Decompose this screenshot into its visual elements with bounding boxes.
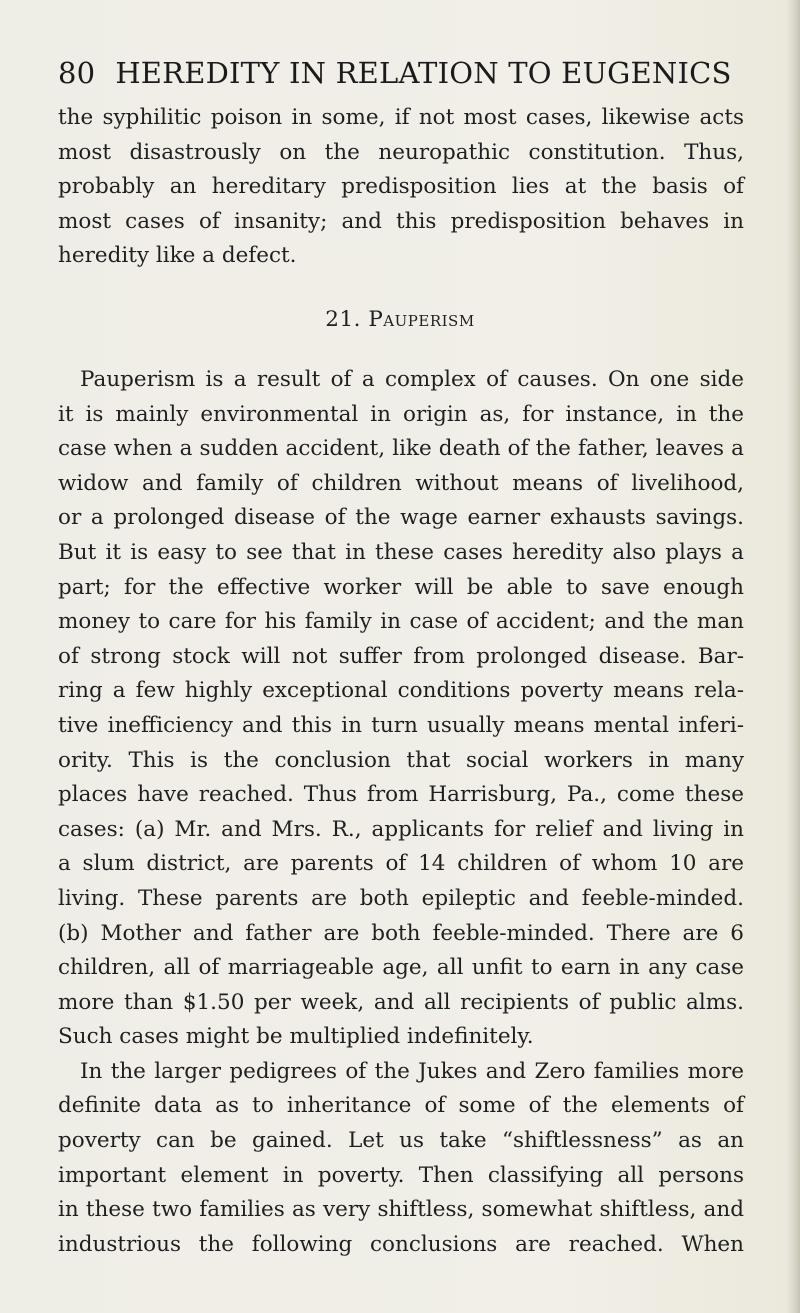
text-line: tive inefficiency and this in turn usually means mental inferi- — [58, 712, 744, 738]
text-line: ring a few highly exceptional conditions poverty means rela- — [58, 678, 744, 704]
text-line: probably an hereditary predisposition lies at the basis of — [58, 174, 744, 200]
text-line: cases: (a) Mr. and Mrs. R., applicants for relief and living in — [58, 816, 744, 842]
text-line: important element in poverty. Then classifying all persons — [58, 1162, 744, 1188]
text-line: ority. This is the conclusion that social workers in many — [58, 747, 744, 773]
text-line: living. These parents are both epileptic and feeble-minded. — [58, 885, 744, 911]
page-number: 80 — [58, 56, 96, 90]
text-line: money to care for his family in case of accident; and the man — [58, 609, 744, 635]
text-line: in these two families as very shiftless, somewhat shiftless, and — [58, 1197, 744, 1223]
text-line: Such cases might be multiplied indefinitely. — [58, 1024, 534, 1050]
text-line: definite data as to inheritance of some of the elements of — [58, 1093, 744, 1119]
text-line: But it is easy to see that in these cases heredity also plays a — [58, 539, 744, 565]
text-line: most disastrously on the neuropathic constitution. Thus, — [58, 139, 744, 165]
section-title: Pauperism — [368, 307, 475, 332]
text-line: (b) Mother and father are both feeble-minded. There are 6 — [58, 920, 744, 946]
text-line: poverty can be gained. Let us take “shiftlessness” as an — [58, 1128, 744, 1154]
text-line: widow and family of children without means of livelihood, — [58, 470, 744, 496]
running-title: HEREDITY IN RELATION TO EUGENICS — [115, 56, 732, 90]
text-line: most cases of insanity; and this predisposition behaves in — [58, 208, 744, 234]
section-heading — [0, 307, 800, 332]
text-line: it is mainly environmental in origin as, for instance, in the — [58, 401, 744, 427]
text-line: Pauperism is a result of a complex of causes. On one side — [80, 367, 744, 392]
text-line: more than $1.50 per week, and all recipients of public alms. — [58, 989, 744, 1015]
text-line: In the larger pedigrees of the Jukes and Zero families more — [80, 1058, 744, 1084]
text-line: children, all of marriageable age, all unfit to earn in any case — [58, 955, 744, 981]
text-line: a slum district, are parents of 14 children of whom 10 are — [58, 851, 744, 877]
text-line: of strong stock will not suffer from prolonged disease. Bar- — [58, 643, 744, 669]
pauperism-paragraph — [58, 363, 744, 1262]
text-line: part; for the effective worker will be able to save enough — [58, 574, 744, 600]
text-line: or a prolonged disease of the wage earner exhausts savings. — [58, 505, 744, 531]
text-line: industrious the following conclusions are reached. When — [58, 1231, 744, 1257]
intro-paragraph — [58, 101, 744, 274]
text-line: case when a sudden accident, like death of the father, leaves a — [58, 436, 744, 462]
running-header — [58, 56, 738, 90]
text-line: heredity like a defect. — [58, 243, 297, 269]
section-number: 21. — [325, 307, 361, 332]
text-line: places have reached. Thus from Harrisburg, Pa., come these — [58, 782, 744, 808]
text-line: the syphilitic poison in some, if not most cases, likewise acts — [58, 105, 744, 130]
page-edge-shadow — [786, 0, 800, 1313]
